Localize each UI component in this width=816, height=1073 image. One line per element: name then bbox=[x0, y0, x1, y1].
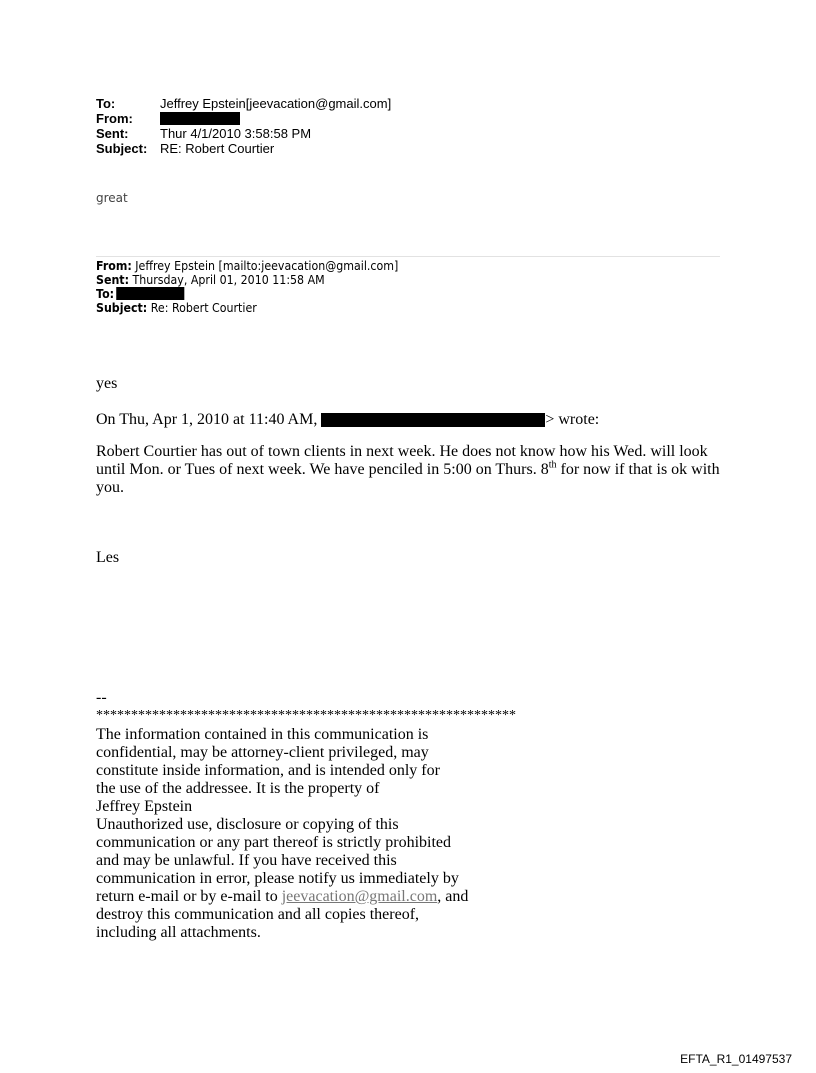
fwd-from-label: From: bbox=[96, 259, 132, 273]
forwarded-header bbox=[96, 259, 398, 315]
disclaimer-text-before: The information contained in this communication is confidential, may be attorney-client privileged, may constitute inside information, and is intended only for the use of the addressee. It is the property of Jeffrey Epstein Unauthorized use, disclosure or copying of this communication or any part thereof is strictly prohibited and may be unlawful. If you have received this communication in error, please notify us immediately by return e-mail or by e-mail to bbox=[96, 726, 459, 905]
fwd-sent-label: Sent: bbox=[96, 273, 129, 287]
sent-value: Thur 4/1/2010 3:58:58 PM bbox=[160, 126, 312, 141]
fwd-subject-value: Re: Robert Courtier bbox=[147, 301, 257, 315]
to-label: To: bbox=[96, 96, 116, 111]
paragraph-part1: Robert Courtier has out of town clients in next week. He does not know how his Wed. will look until Mon. or Tues of next week. We have penciled in 5:00 on Thurs. 8 bbox=[96, 443, 708, 478]
reply-body: great bbox=[96, 191, 128, 205]
fwd-from-row bbox=[96, 259, 398, 273]
subject-label: Subject: bbox=[96, 141, 148, 156]
disclaimer-dashes: -- bbox=[96, 689, 107, 706]
from-label: From: bbox=[96, 111, 133, 126]
wrote-suffix: > wrote: bbox=[545, 411, 600, 428]
redaction-bar bbox=[160, 112, 240, 125]
fwd-from-value: Jeffrey Epstein [mailto:jeevacation@gmail.com] bbox=[131, 259, 399, 273]
header-to-row bbox=[96, 96, 391, 111]
redaction-bar bbox=[321, 413, 545, 427]
fwd-subject-row bbox=[96, 301, 398, 315]
message-yes: yes bbox=[96, 375, 118, 392]
divider bbox=[96, 256, 720, 257]
wrote-prefix: On Thu, Apr 1, 2010 at 11:40 AM, bbox=[96, 411, 318, 428]
paragraph-sup: th bbox=[548, 459, 557, 471]
fwd-subject-label: Subject: bbox=[96, 301, 148, 315]
wrote-line bbox=[96, 411, 599, 429]
disclaimer-text-after: , and destroy this communication and all copies thereof, including all attachments. bbox=[96, 888, 469, 941]
sent-label: Sent: bbox=[96, 126, 129, 141]
message-paragraph bbox=[96, 443, 736, 497]
header-from-row bbox=[96, 111, 391, 126]
signature: Les bbox=[96, 549, 120, 566]
disclaimer-stars: ************************************************************ bbox=[96, 708, 516, 723]
header-sent-row bbox=[96, 126, 391, 141]
redaction-bar bbox=[116, 287, 184, 300]
fwd-to-label: To: bbox=[96, 287, 115, 301]
fwd-sent-row bbox=[96, 273, 398, 287]
to-value: Jeffrey Epstein[jeevacation@gmail.com] bbox=[160, 96, 392, 111]
fwd-to-row bbox=[96, 287, 398, 301]
subject-value: RE: Robert Courtier bbox=[160, 141, 275, 156]
document-id: EFTA_R1_01497537 bbox=[680, 1052, 792, 1066]
email-link[interactable]: jeevacation@gmail.com bbox=[281, 888, 438, 905]
email-header bbox=[96, 96, 391, 156]
paragraph-part2: for now if that is ok with you. bbox=[96, 461, 720, 496]
header-subject-row bbox=[96, 141, 391, 156]
disclaimer-text bbox=[96, 726, 496, 942]
fwd-sent-value: Thursday, April 01, 2010 11:58 AM bbox=[128, 273, 325, 287]
